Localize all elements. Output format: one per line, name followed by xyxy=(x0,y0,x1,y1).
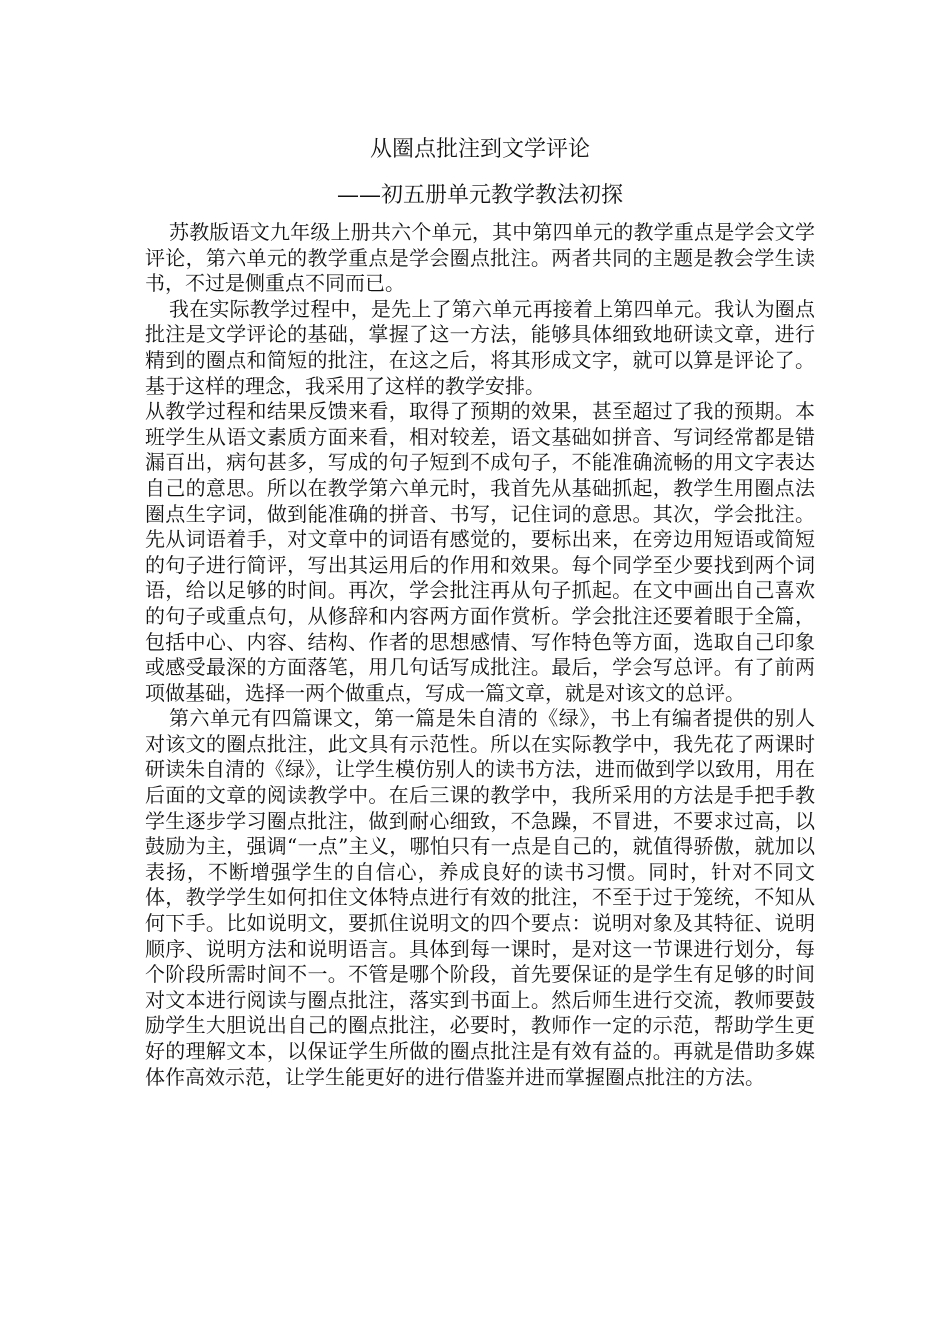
document-page xyxy=(145,130,815,1090)
document-subtitle: ——初五册单元教学教法初探 xyxy=(336,183,623,208)
document-title: 从圈点批注到文学评论 xyxy=(369,137,590,162)
document-body xyxy=(145,220,815,1090)
paragraph-intro: 苏教版语文九年级上册共六个单元，其中第四单元的教学重点是学会文学评论，第六单元的教学重点是学会圈点批注。两者共同的主题是教会学生读书，不过是侧重点不同而已。 xyxy=(145,220,815,296)
paragraph-results: 从教学过程和结果反馈来看，取得了预期的效果，甚至超过了我的预期。本班学生从语文素质方面来看，相对较差，语文基础如拼音、写词经常都是错漏百出，病句甚多，写成的句子短到不成句子，不能准确流畅的用文字表达自己的意思。所以在教学第六单元时，我首先从基础抓起，教学生用圈点法圈点生字词，做到能准确的拼音、书写，记住词的意思。其次，学会批注。先从词语着手，对文章中的词语有感觉的，要标出来，在旁边用短语或简短的句子进行简评，写出其运用后的作用和效果。每个同学至少要找到两个词语，给以足够的时间。再次，学会批注再从句子抓起。在文中画出自己喜欢的句子或重点句，从修辞和内容两方面作赏析。学会批注还要着眼于全篇，包括中心、内容、结构、作者的思想感情、写作特色等方面，选取自己印象或感受最深的方面落笔，用几句话写成批注。最后，学会写总评。有了前两项做基础，选择一两个做重点，写成一篇文章，就是对该文的总评。 xyxy=(145,399,815,705)
paragraph-teaching-order: 我在实际教学过程中，是先上了第六单元再接着上第四单元。我认为圈点批注是文学评论的基础，掌握了这一方法，能够具体细致地研读文章，进行精到的圈点和简短的批注，在这之后，将其形成文字，就可以算是评论了。基于这样的理念，我采用了这样的教学安排。 xyxy=(145,296,815,398)
paragraph-unit-six: 第六单元有四篇课文，第一篇是朱自清的《绿》，书上有编者提供的别人对该文的圈点批注，此文具有示范性。所以在实际教学中，我先花了两课时研读朱自清的《绿》，让学生模仿别人的读书方法，进而做到学以致用，用在后面的文章的阅读教学中。在后三课的教学中，我所采用的方法是手把手教学生逐步学习圈点批注，做到耐心细致，不急躁，不冒进，不要求过高，以鼓励为主，强调“一点”主义，哪怕只有一点是自己的，就值得骄傲，就加以表扬，不断增强学生的自信心，养成良好的读书习惯。同时，针对不同文体，教学学生如何扣住文体特点进行有效的批注，不至于过于笼统，不知从何下手。比如说明文，要抓住说明文的四个要点：说明对象及其特征、说明顺序、说明方法和说明语言。具体到每一课时，是对这一节课进行划分，每个阶段所需时间不一。不管是哪个阶段，首先要保证的是学生有足够的时间对文本进行阅读与圈点批注，落实到书面上。然后师生进行交流，教师要鼓励学生大胆说出自己的圈点批注，必要时，教师作一定的示范，帮助学生更好的理解文本，以保证学生所做的圈点批注是有效有益的。再就是借助多媒体作高效示范，让学生能更好的进行借鉴并进而掌握圈点批注的方法。 xyxy=(145,706,815,1089)
